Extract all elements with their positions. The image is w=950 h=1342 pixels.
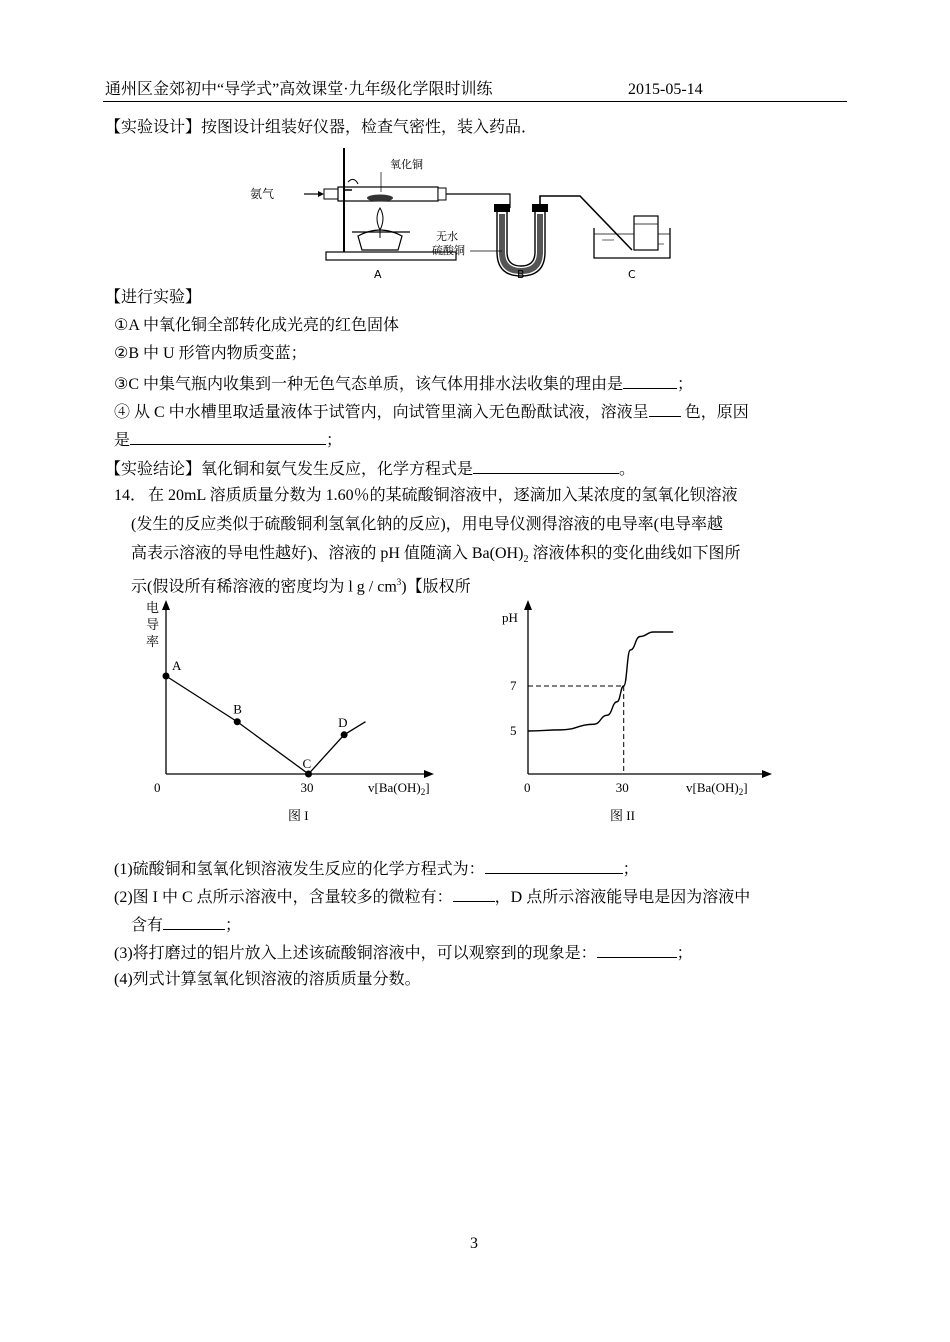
question-1: (1)硫酸铜和氢氧化钡溶液发生反应的化学方程式为： ； bbox=[114, 858, 639, 880]
point-label-a: A bbox=[172, 658, 182, 673]
answer-blank[interactable] bbox=[485, 858, 623, 874]
question-3: (3)将打磨过的铝片放入上述该硫酸铜溶液中，可以观察到的现象是： ； bbox=[114, 942, 693, 964]
answer-blank[interactable] bbox=[597, 942, 677, 958]
step-1: ①A 中氧化铜全部转化成光亮的红色固体 bbox=[114, 317, 400, 334]
point-b bbox=[234, 718, 241, 725]
point-label-c: C bbox=[302, 756, 312, 771]
step-2: ②B 中 U 形管内物质变蓝； bbox=[114, 345, 307, 362]
point-label-d: D bbox=[338, 714, 348, 730]
x-axis-label: $v[Ba(OH)_2]$ bbox=[686, 780, 748, 797]
design-text: 【实验设计】按图设计组装好仪器，检查气密性，装入药品． bbox=[105, 119, 538, 136]
series-line bbox=[166, 676, 366, 774]
answer-blank[interactable] bbox=[130, 429, 326, 445]
answer-blank[interactable] bbox=[473, 458, 619, 474]
q14-number: 14． bbox=[114, 487, 147, 504]
experiment-heading: 【进行实验】 bbox=[105, 289, 202, 306]
answer-blank[interactable] bbox=[163, 914, 225, 930]
point-d bbox=[341, 731, 348, 738]
y-label-3: 率 bbox=[146, 634, 160, 649]
chart-conductivity bbox=[140, 598, 440, 830]
q14-line-4: 示(假设所有稀溶液的密度均为 l g / $cm^3$)【版权所 bbox=[131, 577, 471, 596]
step-3: ③C 中集气瓶内收集到一种无色气态单质，该气体用排水法收集的理由是 ； bbox=[114, 373, 693, 395]
y-axis-label: pH bbox=[502, 610, 518, 625]
question-2: (2)图 I 中 C 点所示溶液中，含量较多的微粒有： ，D 点所示溶液能导电是因为溶液中 bbox=[114, 886, 750, 908]
conclusion: 【实验结论】氧化铜和氨气发生反应，化学方程式是 。 bbox=[105, 458, 635, 480]
header-date: 2015-05-14 bbox=[628, 81, 703, 98]
answer-blank[interactable] bbox=[453, 886, 495, 902]
y-label-1: 电 bbox=[146, 600, 160, 615]
label-a: A bbox=[374, 268, 382, 281]
step-4: ④ 从 C 中水槽里取适量液体于试管内，向试管里滴入无色酚酞试液，溶液呈 色，原因 bbox=[114, 401, 749, 423]
answer-blank[interactable] bbox=[649, 401, 681, 417]
x-tick-0: 0 bbox=[524, 780, 531, 795]
q14-line-3: 高表示溶液的导电性越好)、溶液的 pH 值随滴入 $Ba(OH)_2$ 溶液体积的变化曲线如下图所 bbox=[131, 545, 741, 566]
apparatus-figure bbox=[240, 140, 680, 284]
label-b: B bbox=[517, 268, 525, 281]
label-cuo: 氧化铜 bbox=[390, 158, 423, 171]
label-c: C bbox=[628, 268, 636, 281]
anhydrous-cuso4 bbox=[499, 214, 543, 274]
point-label-b: B bbox=[233, 701, 242, 717]
copper-oxide bbox=[367, 195, 393, 202]
q14-line-2: (发生的反应类似于硫酸铜利氢氧化钠的反应)，用电导仪测得溶液的电导率(电导率越 bbox=[131, 516, 723, 533]
x-tick-30: 30 bbox=[615, 780, 629, 795]
point-c bbox=[305, 771, 312, 778]
x-tick-30: 30 bbox=[300, 780, 314, 795]
page-number: 3 bbox=[470, 1235, 478, 1252]
y-tick-7: 7 bbox=[510, 678, 517, 693]
label-anhydrous-2: 硫酸铜 bbox=[432, 244, 465, 257]
step-4-cont: 是 ； bbox=[114, 429, 342, 451]
header-rule bbox=[103, 101, 847, 102]
x-tick-0: 0 bbox=[154, 780, 161, 795]
question-4: (4)列式计算氢氧化钡溶液的溶质质量分数。 bbox=[114, 971, 421, 988]
series-line bbox=[528, 632, 673, 731]
point-a bbox=[163, 673, 170, 680]
q14-line-1: 在 20mL 溶质质量分数为 1.60％的某硫酸铜溶液中，逐滴加入某浓度的氢氧化钡溶液 bbox=[148, 487, 738, 504]
y-label-2: 导 bbox=[146, 617, 160, 632]
header-title: 通州区金郊初中“导学式”高效课堂·九年级化学限时训练 bbox=[105, 81, 493, 98]
y-tick-5: 5 bbox=[510, 723, 517, 738]
label-gas: 氨气 bbox=[250, 187, 275, 201]
gas-jar bbox=[634, 216, 658, 250]
x-axis-label: $v[Ba(OH)_2]$ bbox=[368, 780, 430, 797]
answer-blank[interactable] bbox=[623, 373, 677, 389]
chart-ph bbox=[500, 598, 780, 830]
label-anhydrous-1: 无水 bbox=[436, 230, 458, 243]
chart-caption: 图 II bbox=[610, 808, 635, 823]
chart-caption: 图 I bbox=[288, 808, 309, 823]
question-2-cont: 含有 ； bbox=[131, 914, 241, 936]
